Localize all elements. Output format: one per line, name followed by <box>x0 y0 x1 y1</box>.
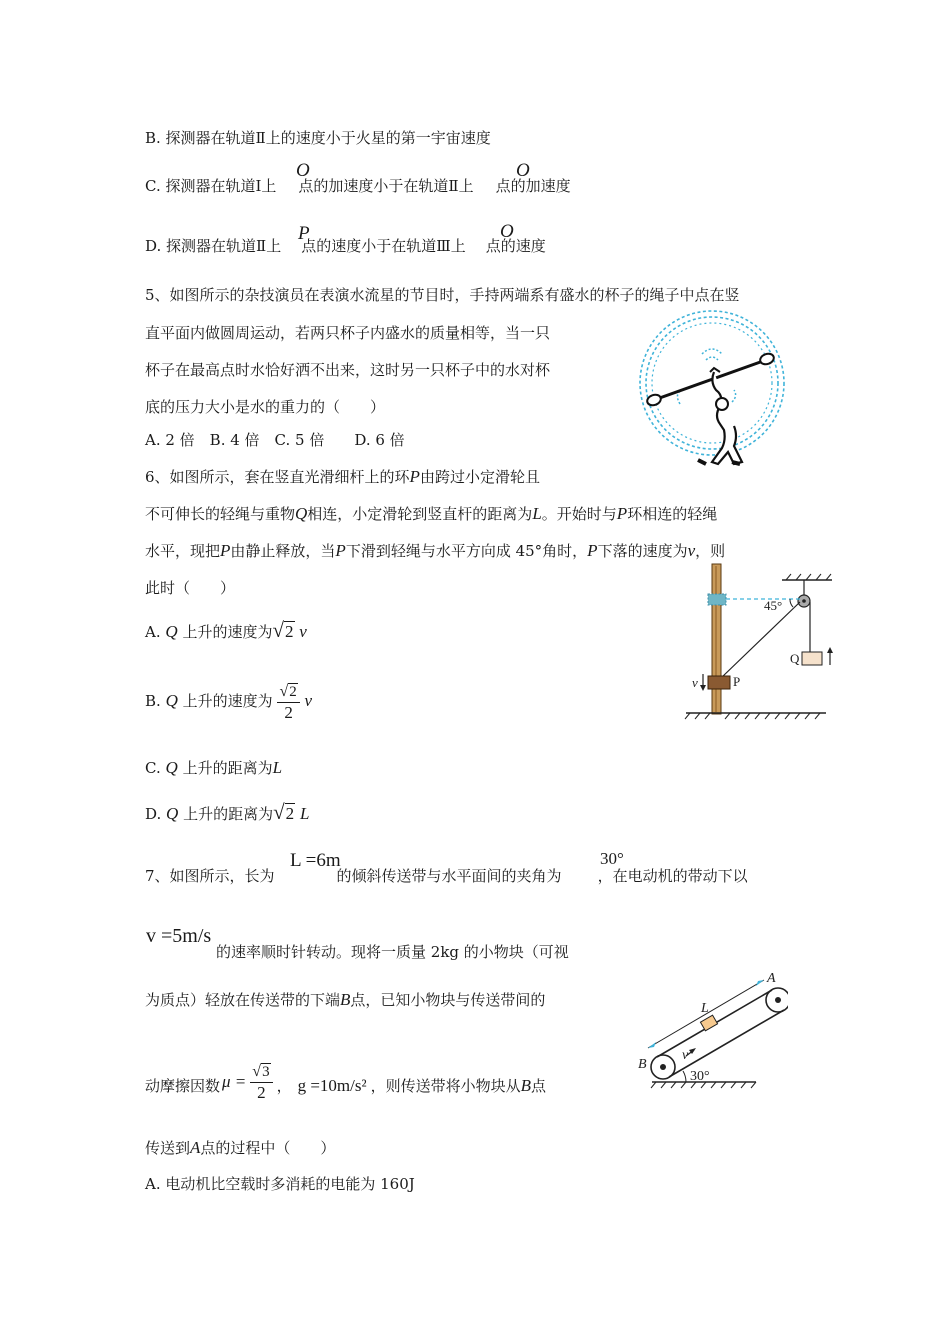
q7-stem-line3 <box>145 990 545 1010</box>
q6-option-d-label: D. <box>145 805 162 823</box>
q6-l3a: 水平，现把 <box>145 542 221 560</box>
q7-mu-denominator: 2 <box>257 1083 266 1102</box>
q6-symbol-p3: P <box>220 541 231 560</box>
q4-option-c-part3: 点的加速度 <box>495 177 571 195</box>
q6-option-b-sqrt-icon: √ <box>279 682 289 700</box>
q7-l3a: 为质点）轻放在传送带的下端 <box>145 991 341 1009</box>
q7-figure-conveyor <box>636 964 788 1092</box>
q4-option-d-part1: D. 探测器在轨道Ⅱ上 <box>145 237 282 255</box>
q7-gravity-equation: g =10m/s² <box>297 1076 367 1095</box>
q7-l5a: 传送到 <box>145 1139 191 1157</box>
q6-option-b-q: Q <box>165 691 178 710</box>
q6-option-b-label: B. <box>145 692 161 710</box>
q5-stem-line4: 底的压力大小是水的重力的（ ） <box>145 398 386 416</box>
q6-option-b-text: 上升的速度为 <box>182 692 273 710</box>
q6-option-b-v: v <box>304 691 313 710</box>
q6-option-b-radicand: 2 <box>289 683 297 700</box>
q7-symbol-b: B <box>340 990 351 1009</box>
q5-stem-line3: 杯子在最高点时水恰好洒不出来，这时另一只杯子中的水对杯 <box>145 361 551 379</box>
q4-symbol-o1: O <box>296 160 310 181</box>
q4-option-d-part3: 点的速度 <box>485 237 546 255</box>
q7-mu-fraction <box>250 1061 272 1102</box>
q6-l2d: 环相连的轻绳 <box>627 505 718 523</box>
q7-symbol-b2: B <box>520 1076 531 1095</box>
q5-options: A. 2 倍 B. 4 倍 C. 5 倍 D. 6 倍 <box>145 431 405 449</box>
q5-stem-line1: 5、如图所示的杂技演员在表演水流星的节目时，手持两端系有盛水的杯子的绳子中点在竖 <box>145 286 740 304</box>
q6-option-a-q: Q <box>165 622 178 641</box>
q6-option-c-q: Q <box>165 758 178 777</box>
q7-figure-a-label: A <box>767 971 776 986</box>
q6-figure-angle-label: 45° <box>764 598 783 613</box>
q7-length-equation: L =6m <box>290 850 341 871</box>
q7-l1b: 的倾斜传送带与水平面间的夹角为 <box>336 867 562 885</box>
q4-symbol-p: P <box>298 223 310 244</box>
q7-angle-value: 30° <box>600 849 624 868</box>
q4-option-b: B. 探测器在轨道Ⅱ上的速度小于火星的第一宇宙速度 <box>145 129 491 147</box>
q7-stem-line4 <box>145 1052 546 1102</box>
q7-option-a: A. 电动机比空载时多消耗的电能为 160J <box>145 1175 415 1193</box>
q7-figure-v-label: v <box>682 1048 689 1063</box>
q6-l3e: ，则 <box>695 542 726 560</box>
q6-option-a <box>145 620 307 642</box>
q7-mu-sqrt-icon: √ <box>252 1063 262 1080</box>
q6-l1a: 6、如图所示，套在竖直光滑细杆上的环 <box>145 468 410 486</box>
q6-option-a-v: v <box>299 622 307 641</box>
q6-figure-p-label: P <box>733 674 741 689</box>
q6-figure-q-label: Q <box>790 651 800 666</box>
q6-stem-line3 <box>145 541 725 561</box>
q6-symbol-p4: P <box>335 541 346 560</box>
q6-option-d <box>145 802 309 824</box>
q7-l1a: 7、如图所示，长为 <box>145 867 275 885</box>
q6-symbol-l: L <box>532 504 542 523</box>
q7-l4d: 点 <box>530 1077 546 1095</box>
q6-l2c: 。开始时与 <box>541 505 617 523</box>
q5-figure-water-meteor <box>636 308 788 480</box>
q6-stem-line2 <box>145 504 717 524</box>
q6-option-b-denominator: 2 <box>284 702 293 722</box>
q4-symbol-o3: O <box>500 221 514 242</box>
q7-stem-line5 <box>145 1138 335 1158</box>
q7-figure-l-label: L <box>701 1001 709 1016</box>
q6-l2a: 不可伸长的轻绳与重物 <box>145 505 296 523</box>
q7-speed-equation: v =5m/s <box>146 925 212 947</box>
q4-option-d <box>145 236 546 256</box>
q7-figure-angle-label: 30° <box>690 1069 710 1084</box>
q6-stem-line1 <box>145 467 540 487</box>
q4-symbol-o2: O <box>516 160 530 181</box>
q7-figure-b-label: B <box>638 1057 647 1072</box>
q5-stem-line2: 直平面内做圆周运动，若两只杯子内盛水的质量相等，当一只 <box>145 324 551 342</box>
q6-l1b: 由跨过小定滑轮且 <box>419 468 540 486</box>
q6-symbol-p5: P <box>587 541 598 560</box>
q4-option-c <box>145 176 571 196</box>
q6-symbol-q: Q <box>295 504 308 523</box>
q6-option-b <box>145 676 312 726</box>
q6-option-c-label: C. <box>145 759 161 777</box>
q7-stem-line1 <box>145 866 748 886</box>
q4-option-c-part2: 点的加速度小于在轨道Ⅱ上 <box>298 177 474 195</box>
q6-option-a-label: A. <box>145 623 161 641</box>
q7-mu-radicand: 3 <box>262 1064 270 1080</box>
q6-option-d-text: 上升的距离为 <box>183 805 274 823</box>
q6-option-d-radicand: 2 <box>285 804 295 823</box>
q6-figure-pulley-ring <box>684 558 834 720</box>
q7-l3b: 点，已知小物块与传送带间的 <box>350 991 546 1009</box>
q7-l4b: ， <box>276 1077 292 1095</box>
q7-stem-line2: 的速率顺时针转动。现将一质量 2kg 的小物块（可视 <box>216 943 569 961</box>
q7-l4c: ，则传送带将小物块从 <box>370 1077 521 1095</box>
q7-mu: μ = <box>222 1072 247 1091</box>
q6-symbol-p2: P <box>616 504 628 523</box>
q7-l5b: 点的过程中（ ） <box>200 1139 336 1157</box>
q6-figure-v-label: v <box>692 675 698 690</box>
q6-l3c: 下滑到轻绳与水平方向成 45°角时， <box>345 542 588 560</box>
q6-option-d-l: L <box>299 804 310 823</box>
q6-option-d-q: Q <box>166 804 179 823</box>
q4-option-d-part2: 点的速度小于在轨道Ⅲ上 <box>301 237 466 255</box>
q6-option-a-text: 上升的速度为 <box>182 623 273 641</box>
q6-option-c <box>145 758 282 778</box>
q6-stem-line4: 此时（ ） <box>145 579 236 597</box>
q6-l3b: 由静止释放，当 <box>230 542 336 560</box>
q6-symbol-v: v <box>687 541 696 560</box>
q6-option-a-sqrt-icon: √ <box>272 618 284 642</box>
q7-l1c: ，在电动机的带动下以 <box>597 867 748 885</box>
q6-option-c-text: 上升的距离为 <box>182 759 273 777</box>
q6-option-b-fraction <box>277 681 299 722</box>
q6-symbol-p: P <box>409 467 420 486</box>
q7-l4a: 动摩擦因数 <box>145 1077 221 1095</box>
q6-l3d: 下落的速度为 <box>597 542 688 560</box>
q6-l2b: 相连，小定滑轮到竖直杆的距离为 <box>307 505 533 523</box>
q4-option-c-part1: C. 探测器在轨道Ⅰ上 <box>145 177 277 195</box>
q6-option-a-radicand: 2 <box>285 622 294 641</box>
q7-symbol-a: A <box>190 1138 201 1157</box>
q6-option-c-l: L <box>272 758 283 777</box>
q6-option-d-sqrt-icon: √ <box>273 800 285 824</box>
